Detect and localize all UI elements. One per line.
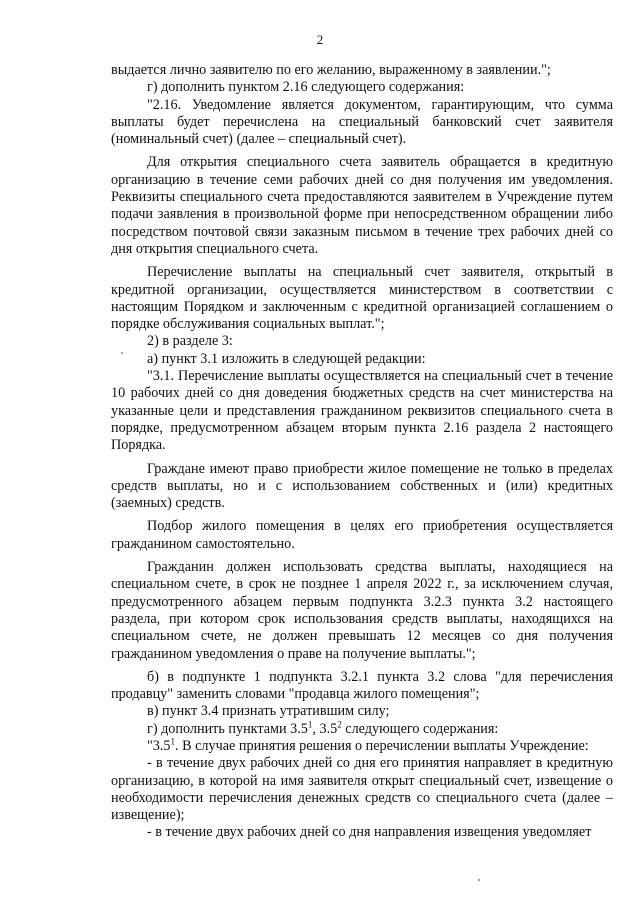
paragraph xyxy=(111,718,613,738)
superscript: 2 xyxy=(337,718,342,729)
paragraph: б) в подпункте 1 подпункта 3.2.1 пункта 3.2 слова "для перечисления продавцу" заменить словами "продавца жилого помещения"; xyxy=(111,668,613,703)
paragraph: выдается лично заявителю по его желанию, выраженному в заявлении."; xyxy=(111,62,551,78)
paragraph: Граждане имеют право приобрести жилое помещение не только в пределах средств выплаты, но и с использованием собственных и (или) кредитных (заемных) средств. xyxy=(111,460,613,512)
paragraph: Гражданин должен использовать средства выплаты, находящиеся на специальном счете, в срок не позднее 1 апреля 2022 г., за исключением случая, предусмотренного абзацем первым подпункта 3.2.3 пункта 3.2 настоящего раздела, при котором срок использования средств выплаты, находящихся на специальном счете, не должен превышать 12 месяцев со дня получения гражданином уведомления о праве на получение выплаты."; xyxy=(111,559,613,662)
paragraph-text: г) дополнить пунктами 3.5 xyxy=(147,720,308,737)
document-body xyxy=(111,62,613,842)
paragraph: Подбор жилого помещения в целях его приобретения осуществляется гражданином самостоятельно. xyxy=(111,518,613,552)
paragraph-text: , 3.5 xyxy=(312,720,338,737)
paragraph: - в течение двух рабочих дней со дня направления извещения уведомляет xyxy=(147,824,592,841)
paragraph-text: . В случае принятия решения о перечислении выплаты Учреждение: xyxy=(175,737,589,754)
superscript: 1 xyxy=(170,736,176,747)
paragraph xyxy=(111,738,613,755)
paragraph: Для открытия специального счета заявитель обращается в кредитную организацию в течение семи рабочих дней со дня получения им уведомления. Реквизиты специального счета предоставляются заявителем в Учреждение путем подачи заявления в произвольной форме при непосредственном обращении либо посредством почтовой связи заказным письмом в течение трех рабочих дней со дня открытия специального счета. xyxy=(111,154,613,257)
paragraph-text: "3.5 xyxy=(147,737,171,754)
scan-speck xyxy=(121,352,123,354)
paragraph: "2.16. Уведомление является документом, гарантирующим, что сумма выплаты будет перечислена на специальный банковский счет заявителя (номинальный счет) (далее – специальный счет). xyxy=(111,96,613,148)
scan-speck xyxy=(478,879,480,881)
paragraph: Перечисление выплаты на специальный счет заявителя, открытый в кредитной организации, осуществляется министерством в соответствии с настоящим Порядком и заключенным с кредитной организацией соглашением о порядке обслуживания социальных выплат."; xyxy=(111,264,613,333)
paragraph: - в течение двух рабочих дней со дня его принятия направляет в кредитную организацию, в которой на имя заявителя открыт специальный счет, извещение о необходимости перечисления денежных средств со специального счета (далее – извещение); xyxy=(111,755,613,824)
paragraph: г) дополнить пунктом 2.16 следующего содержания: xyxy=(147,79,465,96)
paragraph: в) пункт 3.4 признать утратившим силу; xyxy=(147,703,390,720)
paragraph: 2) в разделе 3: xyxy=(147,333,233,350)
paragraph-text: следующего содержания: xyxy=(341,720,499,737)
page-number: 2 xyxy=(316,32,324,47)
paragraph: а) пункт 3.1 изложить в следующей редакции: xyxy=(147,350,426,367)
superscript: 1 xyxy=(307,718,313,729)
paragraph: "3.1. Перечисление выплаты осуществляется на специальный счет в течение 10 рабочих дней со дня доведения бюджетных средств на счет министерства на указанные цели и представления гражданином реквизитов специального счета в порядке, предусмотренном абзацем вторым пункта 2.16 раздела 2 настоящего Порядка. xyxy=(111,368,613,454)
